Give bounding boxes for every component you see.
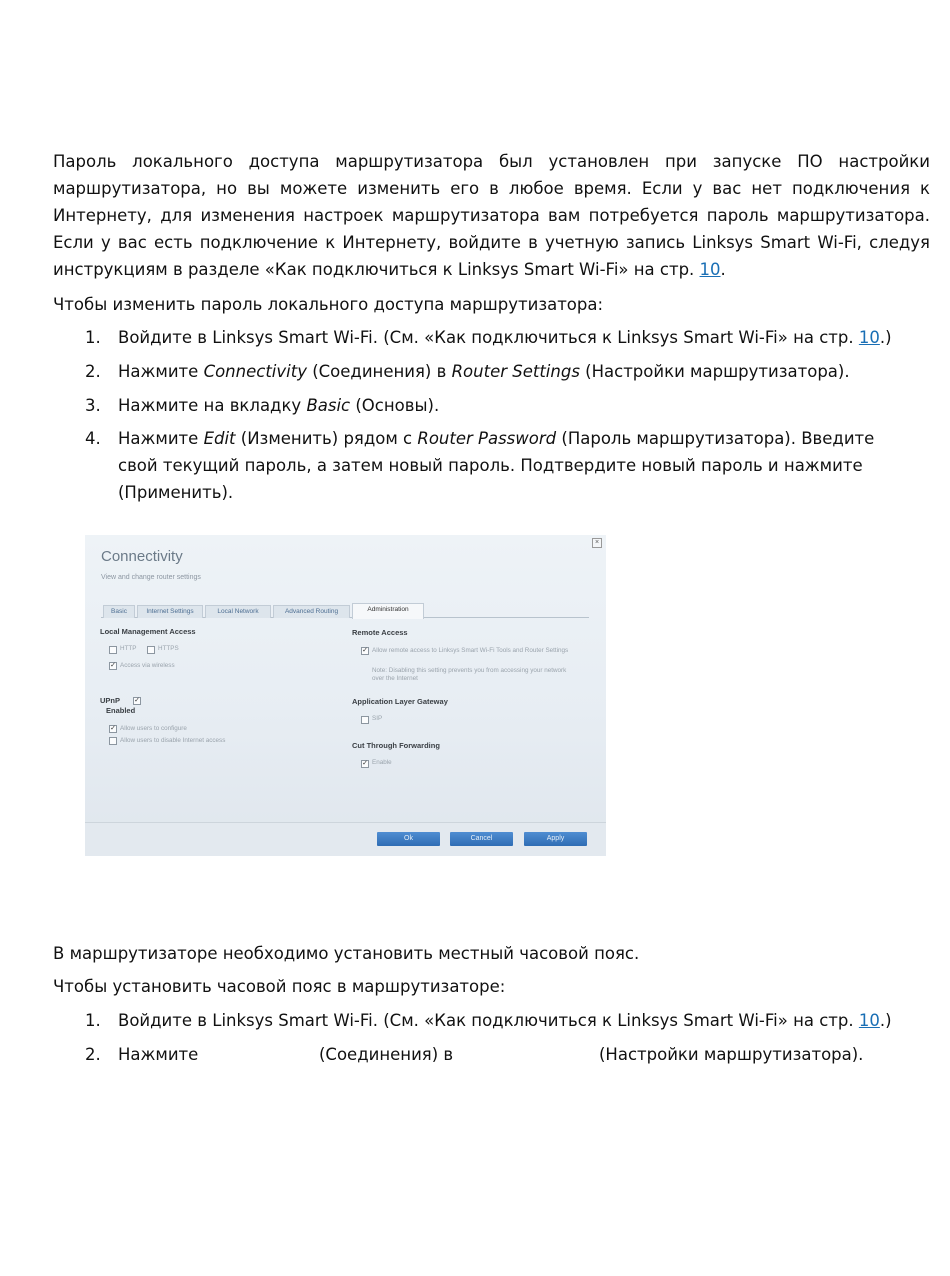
alg-heading: Application Layer Gateway (352, 697, 448, 706)
close-icon[interactable]: × (592, 538, 602, 548)
remote-access-checkbox[interactable]: ✓ (362, 647, 368, 654)
http-label: HTTP (120, 645, 137, 652)
ctf-enable-label: Enable (372, 759, 392, 766)
list-number: 1. (85, 328, 101, 347)
step-text: Нажмите (118, 429, 204, 448)
ok-button[interactable]: Ok (377, 832, 440, 846)
ctf-enable-checkbox[interactable]: ✓ (362, 760, 368, 767)
ui-term: Basic (306, 396, 351, 415)
wireless-checkbox[interactable]: ✓ (110, 662, 116, 669)
intro-end: . (720, 260, 726, 279)
page-link[interactable]: 10 (699, 260, 721, 279)
step-text: Нажмите (118, 1045, 199, 1064)
configure-label: Allow users to configure (120, 725, 187, 732)
configure-checkbox[interactable]: ✓ (110, 725, 116, 732)
local-management-heading: Local Management Access (100, 627, 196, 636)
list-item (85, 358, 915, 385)
cancel-button[interactable]: Cancel (450, 832, 513, 846)
tab-basic[interactable]: Basic (103, 605, 135, 618)
connectivity-screenshot (85, 535, 606, 856)
dialog-title: Connectivity (101, 548, 183, 565)
step-text: Войдите в Linksys Smart Wi-Fi. (См. «Как подключиться к Linksys Smart Wi-Fi» на стр. (118, 1011, 859, 1030)
step-text: (Настройки маршрутизатора). (579, 362, 850, 381)
tab-local-network[interactable]: Local Network (205, 605, 271, 618)
ui-term: Connectivity (203, 362, 307, 381)
apply-button[interactable]: Apply (524, 832, 587, 846)
step-text: (Настройки маршрутизатора). (599, 1045, 864, 1064)
list-item (85, 392, 915, 419)
step-text: Нажмите на вкладку (118, 396, 307, 415)
dialog-subtitle: View and change router settings (101, 574, 201, 581)
upnp-heading: UPnP (100, 696, 121, 705)
tab-bar (101, 603, 589, 618)
list-item (85, 324, 915, 351)
timezone-intro: В маршрутизаторе необходимо установить местный часовой пояс. (53, 944, 640, 963)
step-text: Войдите в Linksys Smart Wi-Fi. (См. «Как подключиться к Linksys Smart Wi-Fi» на стр. (118, 328, 859, 347)
step-text: .) (879, 1011, 892, 1030)
upnp-enabled-label: Enabled (106, 706, 136, 715)
step-text: (Соединения) в (319, 1045, 454, 1064)
disable-internet-checkbox[interactable] (109, 737, 117, 745)
upnp-enabled-checkbox[interactable]: ✓ (134, 697, 140, 704)
list-item (85, 1007, 915, 1034)
intro-text: Пароль локального доступа маршрутизатора был установлен при запуске ПО настройки маршрутизатора, но вы можете изменить его в любое время. Если у вас нет подключения к Интернету, для изменения настроек маршрутизатора вам потребуется пароль маршрутизатора. Если у вас есть подключение к Интернету, войдите в учетную запись Linksys Smart Wi-Fi, следуя инструкциям в разделе «Как подключиться к Linksys Smart Wi-Fi» на стр. (53, 152, 930, 279)
wireless-label: Access via wireless (120, 662, 175, 669)
list-number: 3. (85, 396, 101, 415)
step-text: Нажмите (118, 362, 204, 381)
disable-internet-label: Allow users to disable Internet access (120, 737, 226, 744)
remote-access-note: Note: Disabling this setting prevents you from accessing your network over the Internet (372, 667, 567, 682)
ui-term: Router Settings (451, 362, 580, 381)
list-number: 1. (85, 1011, 101, 1030)
tab-internet-settings[interactable]: Internet Settings (137, 605, 203, 618)
list-number: 4. (85, 429, 101, 448)
https-checkbox[interactable] (147, 646, 155, 654)
page-link[interactable]: 10 (858, 1011, 880, 1030)
step-text: (Соединения) в (306, 362, 452, 381)
step-text: .) (879, 328, 892, 347)
ctf-heading: Cut Through Forwarding (352, 741, 440, 750)
change-password-heading: Чтобы изменить пароль локального доступа маршрутизатора: (53, 295, 604, 314)
page-link[interactable]: 10 (858, 328, 880, 347)
https-label: HTTPS (158, 645, 179, 652)
remote-access-heading: Remote Access (352, 628, 408, 637)
sip-checkbox[interactable] (361, 716, 369, 724)
step-text: (Основы). (350, 396, 440, 415)
list-item (85, 1041, 915, 1068)
http-checkbox[interactable] (109, 646, 117, 654)
timezone-heading: Чтобы установить часовой пояс в маршрутизаторе: (53, 977, 506, 996)
list-item (85, 425, 875, 506)
remote-access-label: Allow remote access to Linksys Smart Wi-Fi Tools and Router Settings (372, 647, 569, 654)
step-text: (Пароль маршрутизатора). Введите свой текущий пароль, а затем новый пароль. Подтвердите новый пароль и нажмите (Применить). (118, 429, 875, 502)
tab-administration[interactable]: Administration (352, 603, 424, 619)
ui-term: Router Password (417, 429, 557, 448)
list-number: 2. (85, 1045, 101, 1064)
list-number: 2. (85, 362, 101, 381)
ui-term: Edit (203, 429, 236, 448)
step-text: (Изменить) рядом с (235, 429, 418, 448)
sip-label: SIP (372, 715, 383, 722)
intro-paragraph (53, 148, 930, 283)
tab-advanced-routing[interactable]: Advanced Routing (273, 605, 350, 618)
